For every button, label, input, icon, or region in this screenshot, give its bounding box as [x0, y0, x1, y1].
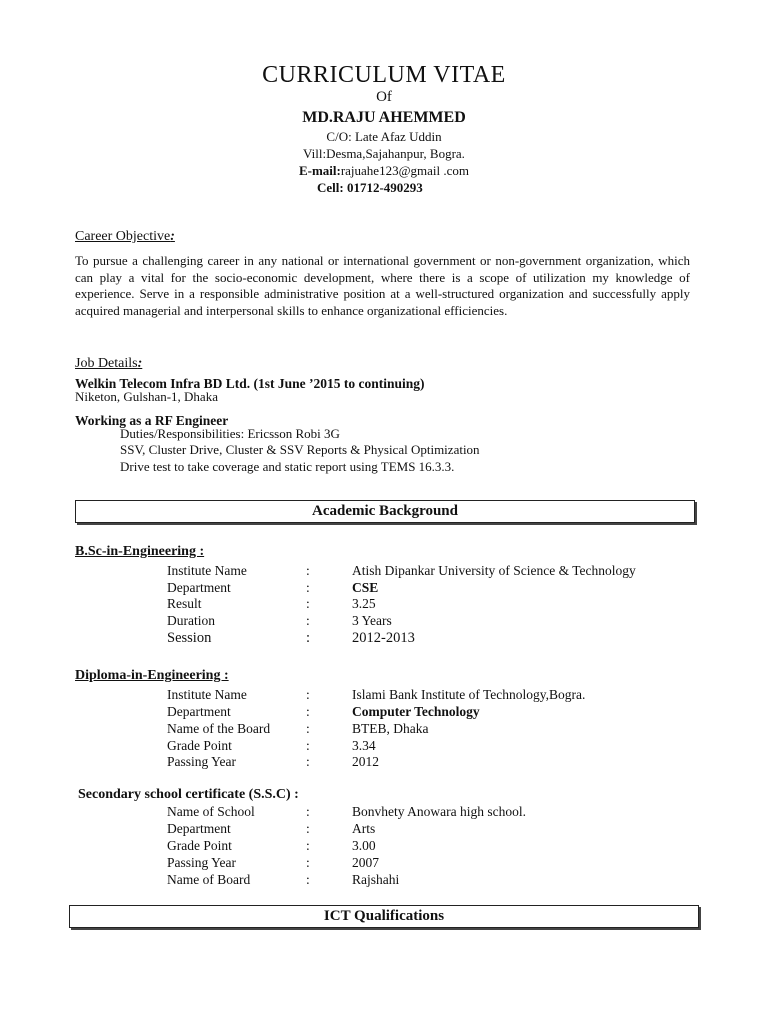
field-label: Department: [167, 821, 231, 836]
field-value: 3.34: [352, 738, 376, 753]
field-value: 3 Years: [352, 613, 392, 628]
field-colon: :: [306, 804, 310, 819]
field-label: Department: [167, 580, 231, 595]
field-label: Grade Point: [167, 838, 232, 853]
duty-item: Drive test to take coverage and static report using TEMS 16.3.3.: [120, 459, 455, 474]
bsc-heading: B.Sc-in-Engineering :: [75, 544, 205, 559]
field-label: Name of the Board: [167, 721, 271, 736]
diploma-heading: Diploma-in-Engineering :: [75, 668, 229, 683]
field-label: Duration: [167, 613, 215, 628]
field-colon: :: [306, 613, 310, 628]
field-value: Islami Bank Institute of Technology,Bogra.: [352, 687, 586, 702]
field-colon: :: [306, 580, 310, 595]
field-colon: :: [306, 687, 310, 702]
field-value: Computer Technology: [352, 704, 480, 719]
field-value: 2007: [352, 855, 379, 870]
field-value: Bonvhety Anowara high school.: [352, 804, 526, 819]
field-label: Institute Name: [167, 563, 247, 578]
field-colon: :: [306, 721, 310, 736]
ict-qualifications-heading: [69, 905, 699, 928]
field-value: CSE: [352, 580, 379, 595]
job-role: Working as a RF Engineer: [75, 413, 229, 428]
field-label: Institute Name: [167, 687, 247, 702]
academic-background-label: Academic Background: [312, 503, 458, 519]
field-colon: :: [306, 563, 310, 578]
field-colon: :: [306, 872, 310, 887]
email-address: rajuahe123@gmail .com: [340, 163, 470, 178]
academic-background-heading: [75, 500, 695, 523]
field-label: Name of Board: [167, 872, 251, 887]
career-objective-heading: [75, 229, 175, 245]
field-colon: :: [306, 838, 310, 853]
duty-item: Duties/Responsibilities: Ericsson Robi 3G: [120, 426, 340, 441]
cv-title: CURRICULUM VITAE: [262, 62, 506, 88]
career-objective-label: Career Objective: [75, 229, 171, 244]
field-value: 2012: [352, 754, 379, 769]
job-details-colon: :: [137, 356, 143, 371]
career-objective-colon: :: [170, 229, 175, 244]
job-details-heading: [75, 356, 142, 372]
field-label: Passing Year: [167, 855, 237, 870]
field-colon: :: [306, 855, 310, 870]
field-label: Name of School: [167, 804, 255, 819]
job-details-label: Job Details: [75, 356, 138, 371]
field-label: Result: [167, 596, 202, 611]
field-value: 3.25: [352, 596, 376, 611]
address: Vill:Desma,Sajahanpur, Bogra.: [303, 146, 465, 161]
company-name: Welkin Telecom Infra BD Ltd. (1st June ’2015 to continuing): [75, 376, 425, 391]
care-of: C/O: Late Afaz Uddin: [326, 129, 442, 144]
field-label: Session: [167, 630, 212, 646]
field-label: Passing Year: [167, 754, 237, 769]
field-value: Rajshahi: [352, 872, 400, 887]
field-value: BTEB, Dhaka: [352, 721, 429, 736]
field-colon: :: [306, 821, 310, 836]
field-colon: :: [306, 754, 310, 769]
candidate-name: MD.RAJU AHEMMED: [302, 109, 466, 126]
field-label: Department: [167, 704, 231, 719]
field-value: 2012-2013: [352, 630, 415, 646]
field-colon: :: [306, 704, 310, 719]
field-colon: :: [306, 596, 310, 611]
cell-number: Cell: 01712-490293: [317, 180, 423, 195]
duty-item: SSV, Cluster Drive, Cluster & SSV Reports & Physical Optimization: [120, 442, 480, 457]
field-value: 3.00: [352, 838, 376, 853]
ssc-heading: Secondary school certificate (S.S.C) :: [78, 787, 299, 802]
company-location: Niketon, Gulshan-1, Dhaka: [75, 389, 218, 404]
field-value: Atish Dipankar University of Science & Technology: [352, 563, 636, 578]
career-objective-text: To pursue a challenging career in any national or international government or non-government organization, which can play a vital for the socio-economic development, where there is a scope of utilization my knowledge of experience. Serve in a responsible administrative position at a well-structured organization and successfully apply acquired managerial and interpersonal skills to enhance organizational efficiencies.: [75, 253, 690, 318]
email-label: E-mail:: [298, 163, 341, 178]
field-colon: :: [306, 630, 311, 646]
field-value: Arts: [352, 821, 376, 836]
of-label: Of: [376, 89, 392, 105]
field-colon: :: [306, 738, 310, 753]
email-line: [0, 163, 768, 179]
field-label: Grade Point: [167, 738, 232, 753]
ict-qualifications-label: ICT Qualifications: [323, 908, 445, 924]
